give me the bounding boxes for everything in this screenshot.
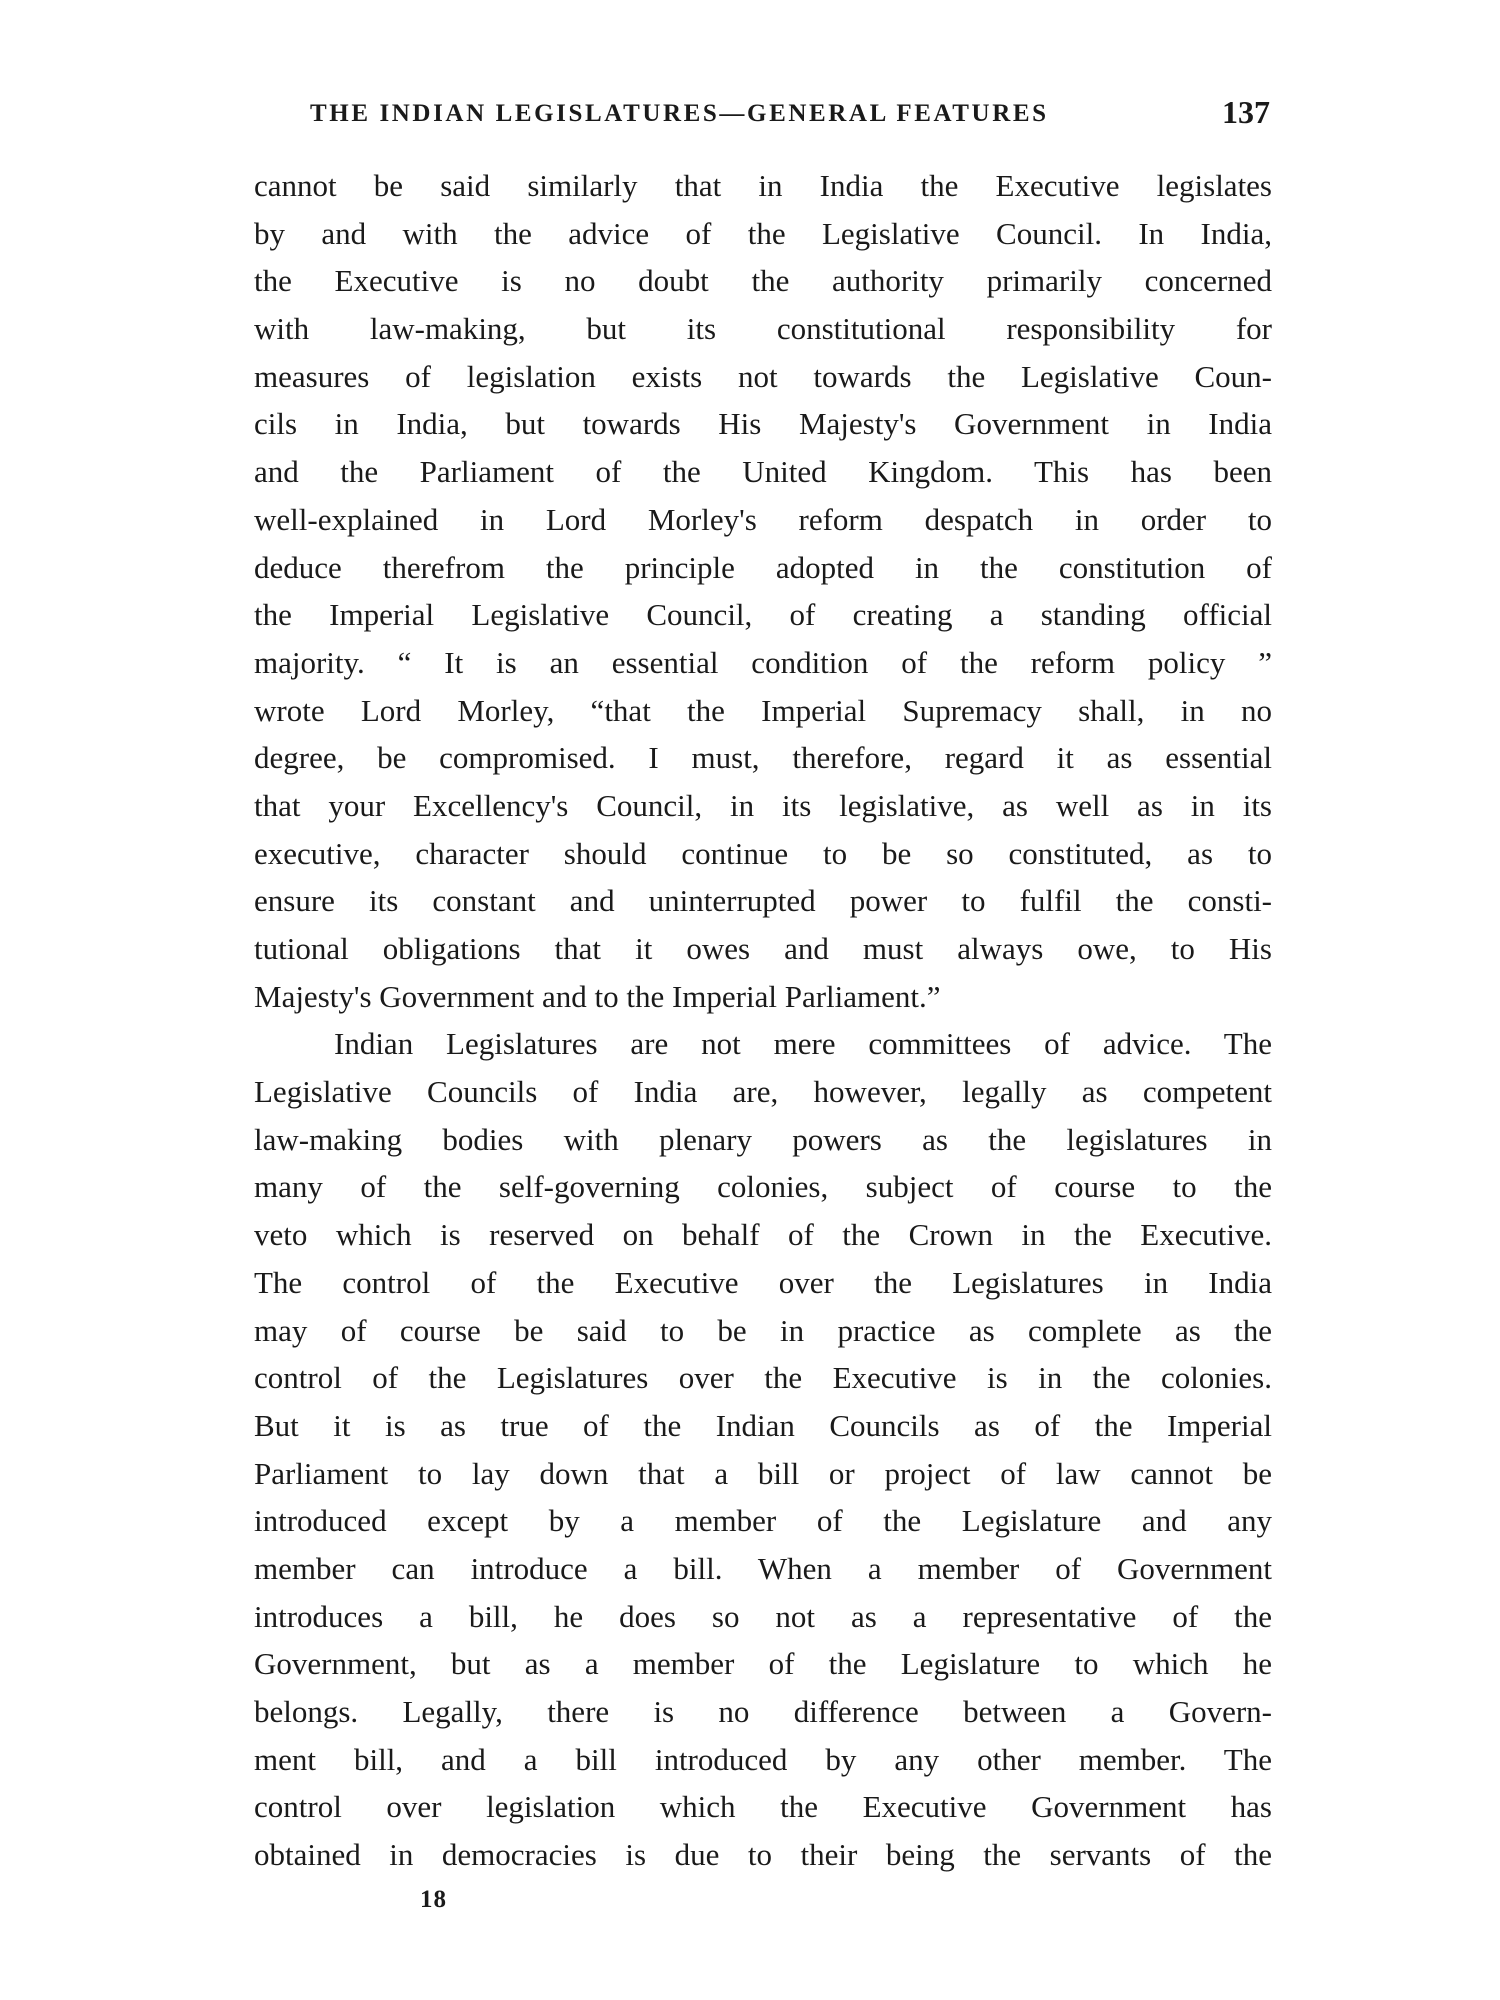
text-line: the Executive is no doubt the authority primarily concerned bbox=[254, 263, 1272, 299]
text-line: But it is as true of the Indian Councils as of the Imperial bbox=[254, 1407, 1272, 1443]
page-number: 137 bbox=[1222, 94, 1270, 130]
body-text bbox=[254, 162, 1272, 1879]
text-line: the Imperial Legislative Council, of creating a standing official bbox=[254, 597, 1272, 633]
text-line: Government, but as a member of the Legislature to which he bbox=[254, 1646, 1272, 1682]
text-line: and the Parliament of the United Kingdom. This has been bbox=[254, 454, 1272, 490]
text-line: cils in India, but towards His Majesty's Government in India bbox=[254, 406, 1272, 442]
text-line: obtained in democracies is due to their being the servants of the bbox=[254, 1837, 1272, 1873]
text-line: degree, be compromised. I must, therefore, regard it as essential bbox=[254, 740, 1272, 776]
text-line: veto which is reserved on behalf of the Crown in the Executive. bbox=[254, 1217, 1272, 1253]
text-line: ment bill, and a bill introduced by any other member. The bbox=[254, 1741, 1272, 1777]
text-line: measures of legislation exists not towards the Legislative Coun- bbox=[254, 358, 1272, 394]
text-line: majority. “ It is an essential condition of the reform policy ” bbox=[254, 644, 1272, 680]
text-line: belongs. Legally, there is no difference between a Govern- bbox=[254, 1694, 1272, 1729]
signature-mark: 18 bbox=[420, 1886, 447, 1913]
text-line: introduces a bill, he does so not as a representative of the bbox=[254, 1598, 1272, 1634]
text-line-paragraph-end: Majesty's Government and to the Imperial Parliament.” bbox=[254, 978, 941, 1014]
text-line: many of the self-governing colonies, subject of course to the bbox=[254, 1169, 1272, 1205]
text-line: tutional obligations that it owes and must always owe, to His bbox=[254, 931, 1272, 966]
running-title: THE INDIAN LEGISLATURES—GENERAL FEATURES bbox=[310, 100, 1049, 127]
text-line: control over legislation which the Executive Government has bbox=[254, 1789, 1272, 1825]
text-line: cannot be said similarly that in India the Executive legislates bbox=[254, 168, 1272, 203]
text-line: executive, character should continue to be so constituted, as to bbox=[254, 835, 1272, 871]
text-line: that your Excellency's Council, in its legislative, as well as in its bbox=[254, 787, 1272, 823]
text-line: member can introduce a bill. When a member of Government bbox=[254, 1550, 1272, 1586]
text-line: The control of the Executive over the Legislatures in India bbox=[254, 1264, 1272, 1300]
text-line: introduced except by a member of the Legislature and any bbox=[254, 1503, 1272, 1539]
text-line: by and with the advice of the Legislative Council. In India, bbox=[254, 215, 1272, 251]
text-line: well-explained in Lord Morley's reform despatch in order to bbox=[254, 501, 1272, 537]
text-line: Parliament to lay down that a bill or project of law cannot be bbox=[254, 1455, 1272, 1491]
text-line: ensure its constant and uninterrupted power to fulfil the consti- bbox=[254, 883, 1272, 919]
text-line: law-making bodies with plenary powers as the legislatures in bbox=[254, 1121, 1272, 1157]
text-line: Legislative Councils of India are, however, legally as competent bbox=[254, 1074, 1272, 1110]
text-line: deduce therefrom the principle adopted in the constitution of bbox=[254, 549, 1272, 585]
text-line: control of the Legislatures over the Executive is in the colonies. bbox=[254, 1360, 1272, 1396]
text-line-paragraph-start: Indian Legislatures are not mere committees of advice. The bbox=[334, 1026, 1272, 1062]
text-line: wrote Lord Morley, “that the Imperial Supremacy shall, in no bbox=[254, 692, 1272, 728]
text-line: may of course be said to be in practice as complete as the bbox=[254, 1312, 1272, 1348]
running-head bbox=[310, 96, 1270, 136]
text-line: with law-making, but its constitutional responsibility for bbox=[254, 311, 1272, 347]
